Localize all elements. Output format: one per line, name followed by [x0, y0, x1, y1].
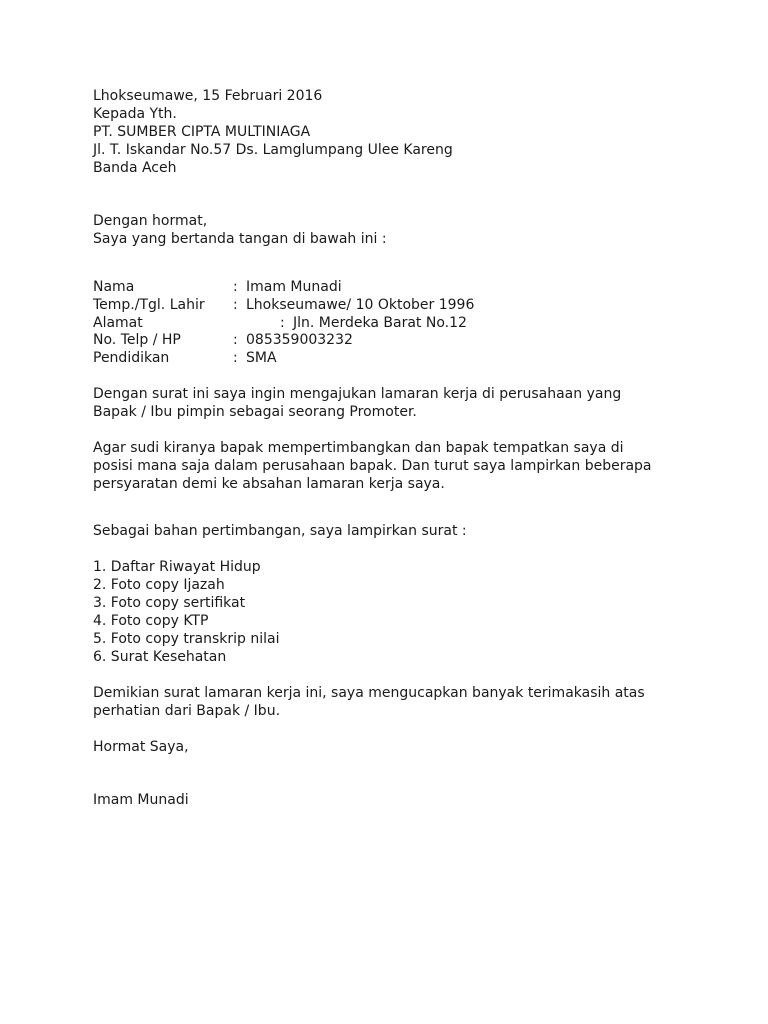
regards: Hormat Saya,: [93, 739, 189, 755]
field-ttl: [93, 296, 475, 314]
place-date: Lhokseumawe, 15 Februari 2016: [93, 88, 323, 104]
recipient-company: PT. SUMBER CIPTA MULTINIAGA: [93, 124, 311, 140]
field-value: SMA: [246, 350, 277, 366]
field-label: Nama: [93, 279, 135, 295]
field-telp: [93, 331, 353, 349]
field-label: Temp./Tgl. Lahir: [93, 297, 205, 313]
field-value: 085359003232: [246, 332, 353, 348]
field-label: Pendidikan: [93, 350, 170, 366]
field-value: Jln. Merdeka Barat No.12: [293, 315, 467, 331]
paragraph-2-line-3: persyaratan demi ke absahan lamaran kerja saya.: [93, 476, 445, 492]
paragraph-2-line-2: posisi mana saja dalam perusahaan bapak. Dan turut saya lampirkan beberapa: [93, 458, 652, 474]
field-separator: :: [233, 279, 238, 295]
field-nama: [93, 278, 342, 296]
field-pendidikan: [93, 349, 277, 367]
attachment-item: 1. Daftar Riwayat Hidup: [93, 559, 261, 575]
field-value: Imam Munadi: [246, 279, 342, 295]
field-value: Lhokseumawe/ 10 Oktober 1996: [246, 297, 475, 313]
paragraph-1-line-1: Dengan surat ini saya ingin mengajukan lamaran kerja di perusahaan yang: [93, 386, 622, 402]
greeting: Dengan hormat,: [93, 213, 208, 229]
attachment-item: 5. Foto copy transkrip nilai: [93, 631, 280, 647]
attachment-item: 4. Foto copy KTP: [93, 613, 209, 629]
field-separator: :: [233, 350, 238, 366]
recipient-city: Banda Aceh: [93, 160, 177, 176]
attachment-item: 3. Foto copy sertifikat: [93, 595, 246, 611]
field-separator: :: [233, 332, 238, 348]
signature-name: Imam Munadi: [93, 792, 189, 808]
attachments-intro: Sebagai bahan pertimbangan, saya lampirkan surat :: [93, 523, 467, 539]
attachment-item: 6. Surat Kesehatan: [93, 649, 227, 665]
paragraph-2-line-1: Agar sudi kiranya bapak mempertimbangkan dan bapak tempatkan saya di: [93, 440, 624, 456]
field-separator: :: [233, 297, 238, 313]
field-alamat: [93, 314, 467, 332]
recipient-salutation: Kepada Yth.: [93, 106, 177, 122]
closing-line-2: perhatian dari Bapak / Ibu.: [93, 703, 281, 719]
field-label: No. Telp / HP: [93, 332, 181, 348]
field-separator: :: [280, 315, 285, 331]
attachment-item: 2. Foto copy Ijazah: [93, 577, 225, 593]
paragraph-1-line-2: Bapak / Ibu pimpin sebagai seorang Promoter.: [93, 404, 417, 420]
intro-line: Saya yang bertanda tangan di bawah ini :: [93, 231, 387, 247]
recipient-address: Jl. T. Iskandar No.57 Ds. Lamglumpang Ulee Kareng: [93, 142, 453, 158]
field-label: Alamat: [93, 315, 143, 331]
closing-line-1: Demikian surat lamaran kerja ini, saya mengucapkan banyak terimakasih atas: [93, 685, 645, 701]
